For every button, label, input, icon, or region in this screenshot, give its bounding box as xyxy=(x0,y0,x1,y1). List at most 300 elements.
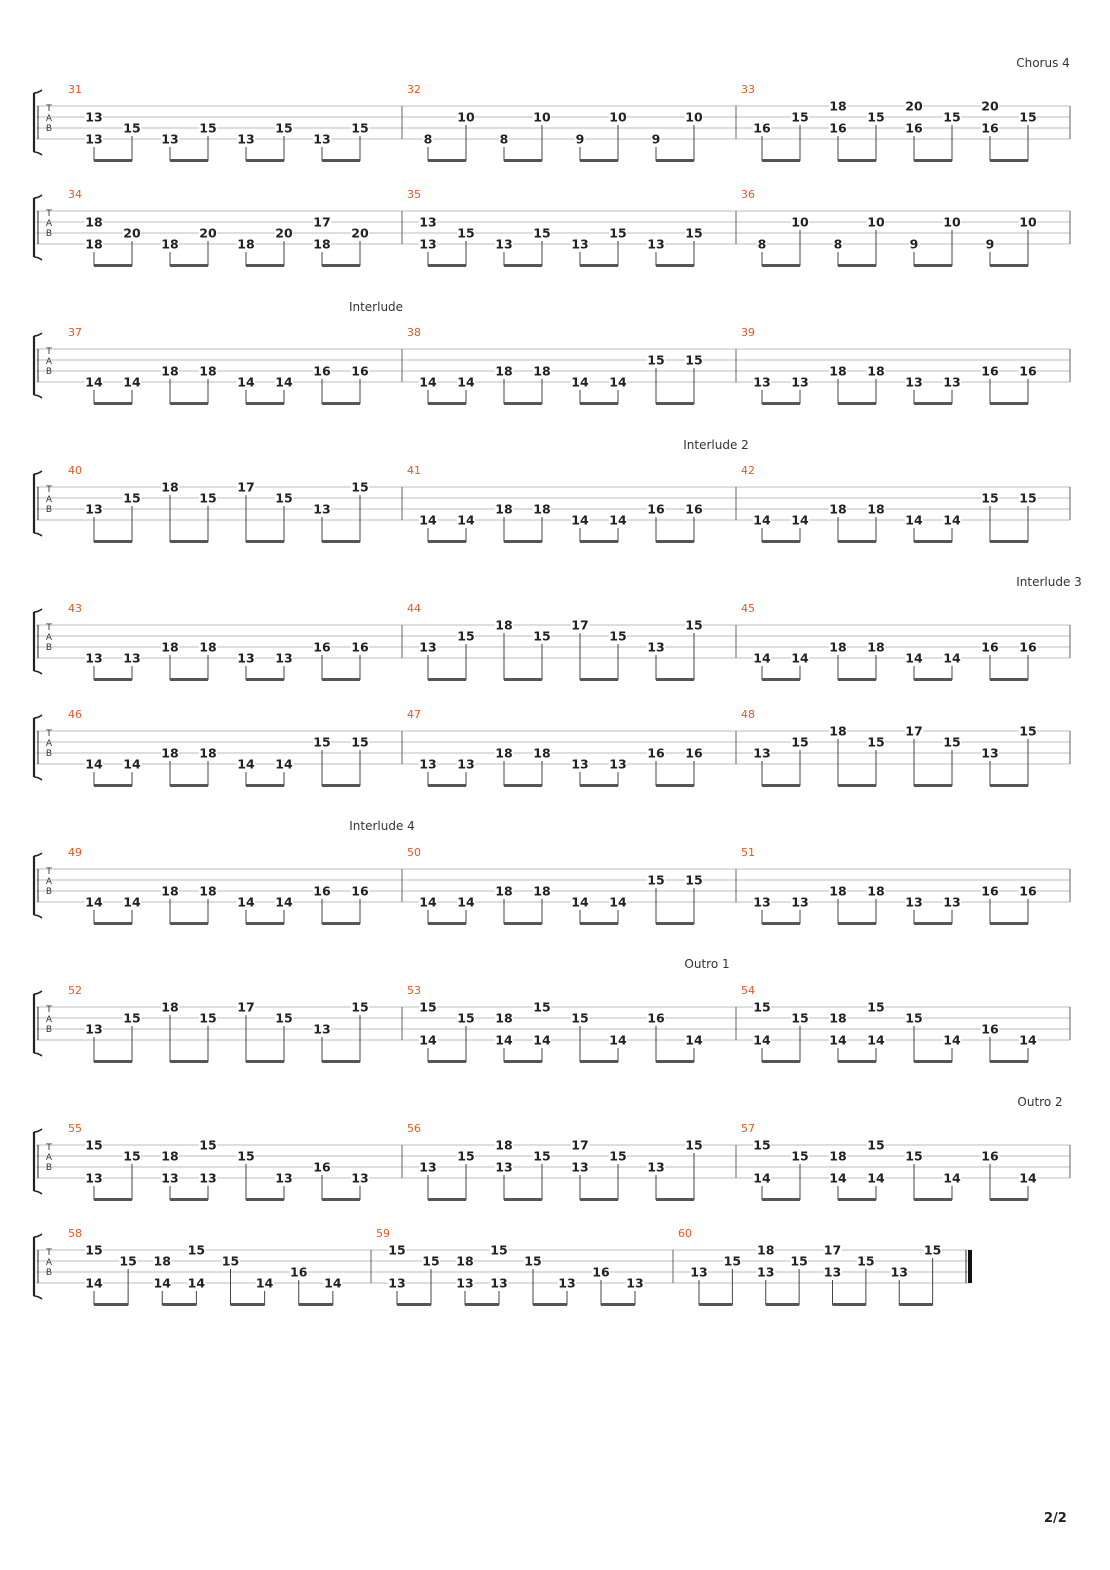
bracket-top-hook xyxy=(34,715,42,718)
fret-number: 15 xyxy=(351,999,369,1015)
fret-number: 13 xyxy=(943,894,961,910)
fret-number: 15 xyxy=(457,1010,475,1026)
fret-number: 20 xyxy=(199,225,217,241)
fret-number: 16 xyxy=(313,883,331,899)
fret-number: 13 xyxy=(626,1275,644,1291)
fret-number: 16 xyxy=(647,745,665,761)
fret-number: 13 xyxy=(571,756,589,772)
fret-number: 14 xyxy=(255,1275,274,1291)
fret-number: 13 xyxy=(905,894,923,910)
fret-number: 14 xyxy=(609,512,627,528)
fret-number: 16 xyxy=(1019,639,1037,655)
tab-clef-letter: A xyxy=(45,877,53,887)
fret-number: 18 xyxy=(867,501,885,517)
fret-number: 15 xyxy=(199,1010,217,1026)
fret-number: 8 xyxy=(833,236,843,252)
fret-number: 14 xyxy=(457,894,475,910)
fret-number: 15 xyxy=(609,1148,627,1164)
fret-number: 15 xyxy=(685,617,703,633)
fret-number: 15 xyxy=(685,352,703,368)
fret-number: 15 xyxy=(490,1242,508,1258)
fret-number: 16 xyxy=(905,120,923,136)
measure-number: 49 xyxy=(68,846,82,859)
fret-number: 18 xyxy=(456,1253,474,1269)
tab-clef-letter: B xyxy=(45,229,53,239)
measure-number: 54 xyxy=(741,984,755,997)
fret-number: 18 xyxy=(161,236,179,252)
fret-number: 14 xyxy=(905,650,923,666)
fret-number: 14 xyxy=(609,374,627,390)
measure-number: 47 xyxy=(407,708,421,721)
fret-number: 16 xyxy=(685,501,703,517)
fret-number: 14 xyxy=(609,1032,627,1048)
fret-number: 13 xyxy=(753,894,771,910)
measure-number: 50 xyxy=(407,846,421,859)
fret-number: 8 xyxy=(423,131,433,147)
fret-number: 10 xyxy=(533,109,551,125)
tab-clef-letter: A xyxy=(45,1015,53,1025)
tab-clef-letter: B xyxy=(45,1025,53,1035)
fret-number: 18 xyxy=(495,617,513,633)
fret-number: 15 xyxy=(533,999,551,1015)
tab-clef-letter: T xyxy=(46,485,52,495)
fret-number: 18 xyxy=(199,745,217,761)
fret-number: 14 xyxy=(753,650,771,666)
fret-number: 14 xyxy=(123,894,141,910)
fret-number: 13 xyxy=(419,1159,437,1175)
fret-number: 15 xyxy=(791,1010,809,1026)
fret-number: 15 xyxy=(275,490,293,506)
fret-number: 18 xyxy=(161,639,179,655)
fret-number: 14 xyxy=(85,374,103,390)
fret-number: 18 xyxy=(533,501,551,517)
fret-number: 13 xyxy=(419,236,437,252)
tab-clef-letter: B xyxy=(45,749,53,759)
section-label: Outro 1 xyxy=(684,957,730,971)
fret-number: 16 xyxy=(592,1264,610,1280)
fret-number: 13 xyxy=(419,639,437,655)
bracket-top-hook xyxy=(34,1129,42,1132)
tab-clef-letter: A xyxy=(45,495,53,505)
fret-number: 18 xyxy=(495,1137,513,1153)
fret-number: 16 xyxy=(981,1021,999,1037)
fret-number: 18 xyxy=(313,236,331,252)
section-label: Interlude 3 xyxy=(1016,575,1082,589)
fret-number: 14 xyxy=(275,374,293,390)
measure-number: 35 xyxy=(407,188,421,201)
tab-clef-letter: T xyxy=(46,729,52,739)
tab-clef-letter: T xyxy=(46,1005,52,1015)
fret-number: 13 xyxy=(823,1264,842,1280)
fret-number: 14 xyxy=(1019,1032,1037,1048)
fret-number: 10 xyxy=(1019,214,1037,230)
fret-number: 10 xyxy=(943,214,961,230)
fret-number: 14 xyxy=(829,1032,847,1048)
fret-number: 13 xyxy=(753,745,771,761)
measure-number: 52 xyxy=(68,984,82,997)
fret-number: 15 xyxy=(533,628,551,644)
fret-number: 18 xyxy=(757,1242,775,1258)
fret-number: 10 xyxy=(609,109,627,125)
fret-number: 8 xyxy=(499,131,509,147)
fret-number: 15 xyxy=(388,1242,406,1258)
measure-number: 40 xyxy=(68,464,82,477)
fret-number: 18 xyxy=(829,1148,847,1164)
fret-number: 14 xyxy=(457,512,475,528)
tab-clef-letter: A xyxy=(45,114,53,124)
fret-number: 14 xyxy=(829,1170,847,1186)
fret-number: 16 xyxy=(351,883,369,899)
fret-number: 14 xyxy=(123,756,141,772)
fret-number: 10 xyxy=(867,214,885,230)
fret-number: 13 xyxy=(457,756,475,772)
fret-number: 16 xyxy=(1019,363,1037,379)
fret-number: 13 xyxy=(647,236,665,252)
fret-number: 14 xyxy=(867,1170,885,1186)
fret-number: 18 xyxy=(829,639,847,655)
fret-number: 17 xyxy=(571,617,589,633)
measure-number: 43 xyxy=(68,602,82,615)
tab-clef-letter: B xyxy=(45,1268,53,1278)
bracket-bottom-hook xyxy=(34,533,42,536)
fret-number: 13 xyxy=(791,894,809,910)
fret-number: 14 xyxy=(753,1032,771,1048)
fret-number: 13 xyxy=(753,374,771,390)
fret-number: 13 xyxy=(757,1264,775,1280)
fret-number: 15 xyxy=(221,1253,240,1269)
fret-number: 14 xyxy=(943,1032,961,1048)
fret-number: 16 xyxy=(981,639,999,655)
fret-number: 13 xyxy=(313,501,331,517)
fret-number: 15 xyxy=(867,999,885,1015)
tab-clef-letter: B xyxy=(45,367,53,377)
fret-number: 15 xyxy=(571,1010,589,1026)
fret-number: 14 xyxy=(571,374,589,390)
fret-number: 18 xyxy=(161,1148,179,1164)
fret-number: 14 xyxy=(791,650,809,666)
tab-clef-letter: A xyxy=(45,1153,53,1163)
bracket-bottom-hook xyxy=(34,1053,42,1056)
measure-number: 56 xyxy=(407,1122,421,1135)
fret-number: 14 xyxy=(457,374,475,390)
page-number: 2/2 xyxy=(1044,1511,1067,1526)
fret-number: 13 xyxy=(85,1021,103,1037)
tab-clef-letter: T xyxy=(46,1248,52,1258)
tab-clef-letter: A xyxy=(45,1258,53,1268)
fret-number: 14 xyxy=(867,1032,885,1048)
fret-number: 17 xyxy=(571,1137,589,1153)
fret-number: 15 xyxy=(943,109,961,125)
fret-number: 16 xyxy=(313,363,331,379)
measure-number: 38 xyxy=(407,326,421,339)
measure-number: 44 xyxy=(407,602,421,615)
measure-number: 58 xyxy=(68,1227,82,1240)
fret-number: 18 xyxy=(495,745,513,761)
fret-number: 18 xyxy=(829,363,847,379)
tab-clef-letter: T xyxy=(46,867,52,877)
fret-number: 13 xyxy=(647,639,665,655)
fret-number: 15 xyxy=(685,225,703,241)
section-label: Outro 2 xyxy=(1017,1095,1063,1109)
tab-clef-letter: B xyxy=(45,643,53,653)
fret-number: 14 xyxy=(85,756,103,772)
fret-number: 15 xyxy=(419,999,437,1015)
fret-number: 13 xyxy=(161,131,179,147)
fret-number: 14 xyxy=(571,894,589,910)
fret-number: 14 xyxy=(943,512,961,528)
fret-number: 15 xyxy=(524,1253,542,1269)
fret-number: 14 xyxy=(495,1032,513,1048)
fret-number: 13 xyxy=(647,1159,665,1175)
fret-number: 14 xyxy=(943,650,961,666)
fret-number: 18 xyxy=(199,363,217,379)
bracket-bottom-hook xyxy=(34,777,42,780)
fret-number: 14 xyxy=(753,1170,771,1186)
fret-number: 18 xyxy=(85,236,103,252)
section-label: Interlude 2 xyxy=(683,438,749,452)
fret-number: 13 xyxy=(388,1275,406,1291)
measure-number: 60 xyxy=(678,1227,692,1240)
fret-number: 13 xyxy=(690,1264,708,1280)
bracket-top-hook xyxy=(34,991,42,994)
fret-number: 18 xyxy=(199,639,217,655)
fret-number: 16 xyxy=(647,1010,665,1026)
fret-number: 16 xyxy=(981,1148,999,1164)
fret-number: 17 xyxy=(237,999,255,1015)
fret-number: 13 xyxy=(313,131,331,147)
bracket-bottom-hook xyxy=(34,671,42,674)
fret-number: 18 xyxy=(829,723,847,739)
fret-number: 13 xyxy=(456,1275,474,1291)
fret-number: 15 xyxy=(275,120,293,136)
tab-clef-letter: T xyxy=(46,104,52,114)
fret-number: 18 xyxy=(867,363,885,379)
fret-number: 13 xyxy=(85,650,103,666)
fret-number: 15 xyxy=(923,1242,942,1258)
fret-number: 16 xyxy=(753,120,771,136)
fret-number: 17 xyxy=(823,1242,842,1258)
fret-number: 13 xyxy=(609,756,627,772)
fret-number: 15 xyxy=(313,734,331,750)
fret-number: 13 xyxy=(905,374,923,390)
fret-number: 15 xyxy=(457,225,475,241)
fret-number: 10 xyxy=(457,109,475,125)
fret-number: 17 xyxy=(237,479,255,495)
fret-number: 14 xyxy=(187,1275,206,1291)
bracket-bottom-hook xyxy=(34,395,42,398)
fret-number: 15 xyxy=(753,1137,771,1153)
fret-number: 14 xyxy=(85,1275,103,1291)
bracket-bottom-hook xyxy=(34,915,42,918)
fret-number: 16 xyxy=(647,501,665,517)
fret-number: 15 xyxy=(422,1253,440,1269)
fret-number: 18 xyxy=(199,883,217,899)
fret-number: 15 xyxy=(457,628,475,644)
bracket-top-hook xyxy=(34,853,42,856)
fret-number: 15 xyxy=(351,479,369,495)
fret-number: 18 xyxy=(829,883,847,899)
fret-number: 14 xyxy=(419,894,437,910)
fret-number: 13 xyxy=(571,1159,589,1175)
fret-number: 10 xyxy=(791,214,809,230)
fret-number: 14 xyxy=(275,894,293,910)
bracket-top-hook xyxy=(34,609,42,612)
fret-number: 18 xyxy=(161,883,179,899)
fret-number: 16 xyxy=(313,639,331,655)
tab-clef-letter: A xyxy=(45,633,53,643)
fret-number: 20 xyxy=(351,225,369,241)
measure-number: 33 xyxy=(741,83,755,96)
fret-number: 13 xyxy=(495,236,513,252)
fret-number: 13 xyxy=(161,1170,179,1186)
fret-number: 15 xyxy=(647,352,665,368)
measure-number: 42 xyxy=(741,464,755,477)
measure-number: 34 xyxy=(68,188,82,201)
fret-number: 16 xyxy=(1019,883,1037,899)
tab-clef-letter: T xyxy=(46,623,52,633)
fret-number: 14 xyxy=(419,512,437,528)
fret-number: 15 xyxy=(867,1137,885,1153)
fret-number: 15 xyxy=(533,1148,551,1164)
fret-number: 13 xyxy=(571,236,589,252)
tab-clef-letter: B xyxy=(45,505,53,515)
fret-number: 16 xyxy=(290,1264,308,1280)
bracket-bottom-hook xyxy=(34,1191,42,1194)
fret-number: 15 xyxy=(609,225,627,241)
measure-number: 51 xyxy=(741,846,755,859)
fret-number: 15 xyxy=(533,225,551,241)
measure-number: 46 xyxy=(68,708,82,721)
fret-number: 18 xyxy=(161,363,179,379)
fret-number: 13 xyxy=(419,214,437,230)
fret-number: 15 xyxy=(790,1253,808,1269)
fret-number: 13 xyxy=(85,109,103,125)
bracket-top-hook xyxy=(34,471,42,474)
fret-number: 15 xyxy=(1019,723,1037,739)
fret-number: 13 xyxy=(558,1275,576,1291)
fret-number: 15 xyxy=(123,1010,141,1026)
fret-number: 14 xyxy=(905,512,923,528)
fret-number: 15 xyxy=(791,734,809,750)
measure-number: 59 xyxy=(376,1227,390,1240)
fret-number: 15 xyxy=(1019,490,1037,506)
fret-number: 14 xyxy=(943,1170,961,1186)
measure-number: 55 xyxy=(68,1122,82,1135)
fret-number: 13 xyxy=(85,501,103,517)
fret-number: 14 xyxy=(324,1275,342,1291)
fret-number: 18 xyxy=(533,745,551,761)
fret-number: 15 xyxy=(791,109,809,125)
fret-number: 15 xyxy=(119,1253,137,1269)
fret-number: 18 xyxy=(495,883,513,899)
fret-number: 15 xyxy=(351,734,369,750)
fret-number: 13 xyxy=(199,1170,217,1186)
fret-number: 15 xyxy=(647,872,665,888)
fret-number: 18 xyxy=(161,999,179,1015)
measure-number: 31 xyxy=(68,83,82,96)
fret-number: 16 xyxy=(351,363,369,379)
fret-number: 13 xyxy=(85,131,103,147)
fret-number: 15 xyxy=(867,734,885,750)
fret-number: 15 xyxy=(351,120,369,136)
section-label: Interlude xyxy=(348,300,404,314)
measure-number: 45 xyxy=(741,602,755,615)
fret-number: 14 xyxy=(123,374,141,390)
fret-number: 15 xyxy=(981,490,999,506)
fret-number: 20 xyxy=(981,98,999,114)
fret-number: 14 xyxy=(419,1032,437,1048)
bracket-top-hook xyxy=(34,195,42,198)
tab-clef-letter: A xyxy=(45,739,53,749)
fret-number: 17 xyxy=(905,723,923,739)
fret-number: 13 xyxy=(351,1170,369,1186)
fret-number: 18 xyxy=(153,1253,171,1269)
fret-number: 9 xyxy=(985,236,995,252)
fret-number: 14 xyxy=(237,374,255,390)
fret-number: 18 xyxy=(829,501,847,517)
fret-number: 10 xyxy=(685,109,703,125)
fret-number: 13 xyxy=(890,1264,908,1280)
fret-number: 13 xyxy=(275,1170,293,1186)
fret-number: 18 xyxy=(495,501,513,517)
fret-number: 13 xyxy=(313,1021,331,1037)
measure-number: 57 xyxy=(741,1122,755,1135)
measure-number: 39 xyxy=(741,326,755,339)
tab-clef-letter: A xyxy=(45,219,53,229)
fret-number: 17 xyxy=(313,214,331,230)
fret-number: 8 xyxy=(757,236,767,252)
measure-number: 36 xyxy=(741,188,755,201)
fret-number: 13 xyxy=(85,1170,103,1186)
tab-clef-letter: T xyxy=(46,209,52,219)
fret-number: 20 xyxy=(275,225,293,241)
fret-number: 13 xyxy=(123,650,141,666)
fret-number: 15 xyxy=(85,1137,103,1153)
fret-number: 15 xyxy=(905,1148,923,1164)
fret-number: 15 xyxy=(857,1253,875,1269)
fret-number: 18 xyxy=(867,883,885,899)
fret-number: 18 xyxy=(829,98,847,114)
fret-number: 14 xyxy=(237,756,255,772)
fret-number: 20 xyxy=(905,98,923,114)
bracket-bottom-hook xyxy=(34,1296,42,1299)
fret-number: 13 xyxy=(237,650,255,666)
fret-number: 15 xyxy=(275,1010,293,1026)
fret-number: 15 xyxy=(685,1137,703,1153)
fret-number: 9 xyxy=(575,131,585,147)
fret-number: 13 xyxy=(791,374,809,390)
fret-number: 15 xyxy=(237,1148,255,1164)
section-label: Interlude 4 xyxy=(349,819,415,833)
fret-number: 15 xyxy=(609,628,627,644)
fret-number: 14 xyxy=(533,1032,551,1048)
measure-number: 48 xyxy=(741,708,755,721)
fret-number: 15 xyxy=(723,1253,742,1269)
fret-number: 18 xyxy=(829,1010,847,1026)
fret-number: 18 xyxy=(533,363,551,379)
tab-clef-letter: T xyxy=(46,347,52,357)
bracket-top-hook xyxy=(34,1234,42,1237)
fret-number: 16 xyxy=(351,639,369,655)
fret-number: 14 xyxy=(753,512,771,528)
fret-number: 13 xyxy=(943,374,961,390)
fret-number: 18 xyxy=(533,883,551,899)
fret-number: 18 xyxy=(161,479,179,495)
fret-number: 9 xyxy=(909,236,919,252)
fret-number: 15 xyxy=(791,1148,809,1164)
measure-number: 41 xyxy=(407,464,421,477)
fret-number: 18 xyxy=(237,236,255,252)
